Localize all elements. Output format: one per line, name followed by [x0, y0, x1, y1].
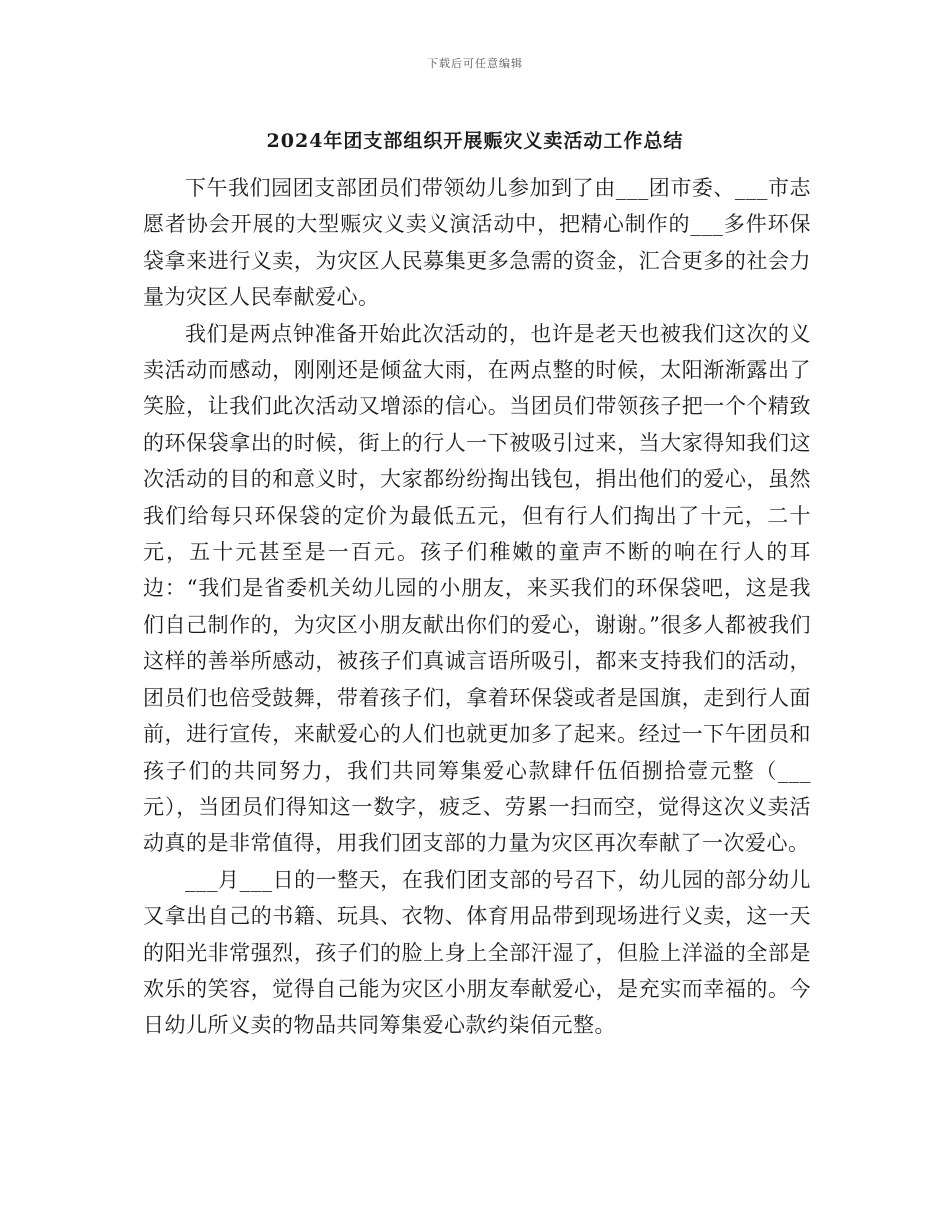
- paragraph-intro: 下午我们园团支部团员们带领幼儿参加到了由___团市委、___市志愿者协会开展的大型赈灾义卖义演活动中，把精心制作的___多件环保袋拿来进行义卖，为灾区人民募集更多急需的资金，汇合更多的社会力量为灾区人民奉献爱心。: [143, 176, 811, 310]
- document-title: 2024年团支部组织开展赈灾义卖活动工作总结: [266, 130, 684, 152]
- paragraph-activity: 我们是两点钟准备开始此次活动的，也许是老天也被我们这次的义卖活动而感动，刚刚还是倾盆大雨，在两点整的时候，太阳渐渐露出了笑脸，让我们此次活动又增添的信心。当团员们带领孩子把一个个精致的环保袋拿出的时候，街上的行人一下被吸引过来，当大家得知我们这次活动的目的和意义时，大家都纷纷掏出钱包，捐出他们的爱心，虽然我们给每只环保袋的定价为最低五元，但有行人们掏出了十元，二十元，五十元甚至是一百元。孩子们稚嫩的童声不断的响在行人的耳边：“我们是省委机关幼儿园的小朋友，来买我们的环保袋吧，这是我们自己制作的，为灾区小朋友献出你们的爱心，谢谢。”很多人都被我们这样的善举所感动，被孩子们真诚言语所吸引，都来支持我们的活动，团员们也倍受鼓舞，带着孩子们，拿着环保袋或者是国旗，走到行人面前，进行宣传，来献爱心的人们也就更加多了起来。经过一下午团员和孩子们的共同努力，我们共同筹集爱心款肆仟伍佰捌拾壹元整（___元），当团员们得知这一数字，疲乏、劳累一扫而空，觉得这次义卖活动真的是非常值得，用我们团支部的力量为灾区再次奉献了一次爱心。: [143, 321, 811, 856]
- paragraph-followup: ___月___日的一整天，在我们团支部的号召下，幼儿园的部分幼儿又拿出自己的书籍、玩具、衣物、体育用品带到现场进行义卖，这一天的阳光非常强烈，孩子们的脸上身上全部汗湿了，但脸上洋溢的全部是欢乐的笑容，觉得自己能为灾区小朋友奉献爱心，是充实而幸福的。今日幼儿所义卖的物品共同筹集爱心款约柒佰元整。: [143, 867, 811, 1038]
- document-body: [143, 170, 811, 1044]
- page-header-note: 下载后可任意编辑: [427, 57, 523, 70]
